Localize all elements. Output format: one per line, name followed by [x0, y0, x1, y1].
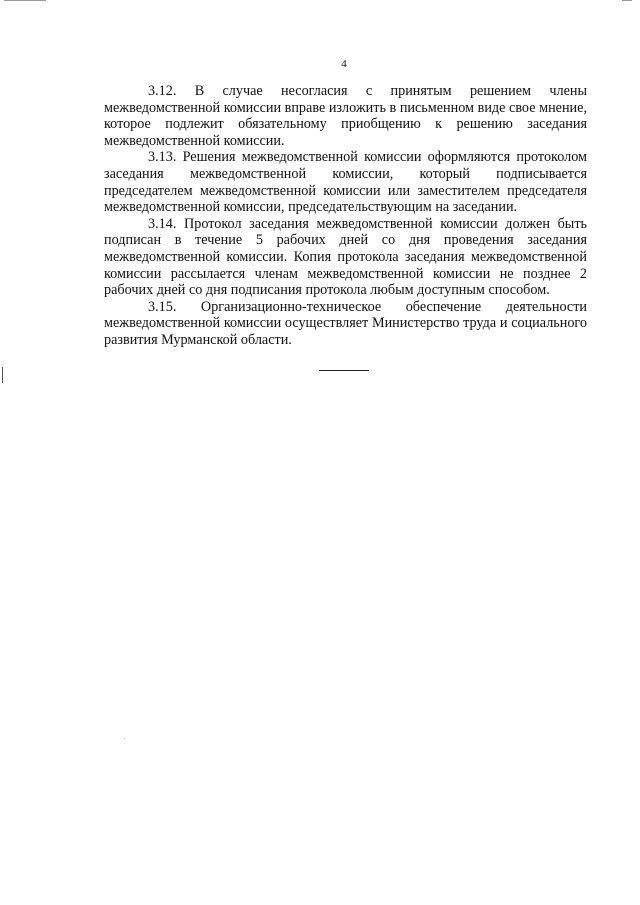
- paragraph-3-12: 3.12. В случае несогласия с принятым решением члены межведомственной комиссии вправе изложить в письменном виде свое мнение, которое подлежит обязательному приобщению к решению заседания межведомственной комиссии.: [104, 83, 587, 149]
- paragraph-3-15: 3.15. Организационно-техническое обеспечение деятельности межведомственной комиссии осуществляет Министерство труда и социального развития Мурманской области.: [104, 298, 587, 348]
- document-body: [104, 83, 587, 349]
- page-number: 4: [341, 58, 347, 70]
- scan-mark-top-right: [622, 0, 632, 1]
- end-of-document-rule: [319, 370, 369, 371]
- scan-mark-left: [2, 367, 3, 383]
- scan-mark-top: [4, 0, 46, 1]
- paragraph-3-13: 3.13. Решения межведомственной комиссии оформляются протоколом заседания межведомственной комиссии, который подписывается председателем межведомственной комиссии или заместителем председателя межведомственной комиссии, председательствующим на заседании.: [104, 149, 587, 216]
- paragraph-3-14: 3.14. Протокол заседания межведомственной комиссии должен быть подписан в течение 5 рабочих дней со дня проведения заседания межведомственной комиссии. Копия протокола заседания межведомственной комиссии рассылается членам межведомственной комиссии не позднее 2 рабочих дней со дня подписания протокола любым доступным способом.: [104, 215, 587, 299]
- scan-dot: [124, 738, 125, 739]
